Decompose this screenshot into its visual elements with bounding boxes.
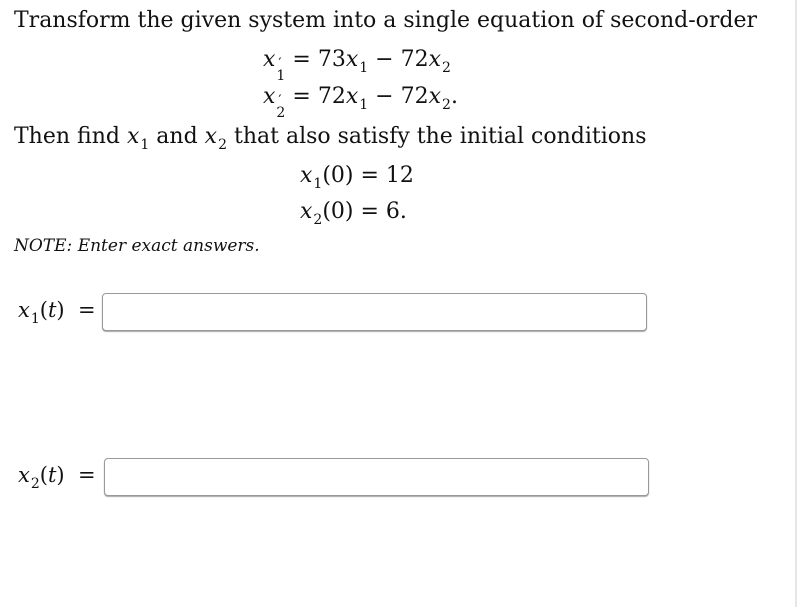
x1-answer-label: $x_1(t)$ = [18, 298, 96, 327]
problem-intro: Transform the given system into a single equation of second-order [14, 8, 758, 33]
x2-answer-label: $x_2(t)$ = [18, 463, 96, 492]
system-equation-2: x ′ 2 = $72x_1 - 72x_2$. [263, 84, 458, 121]
note-text: NOTE: Enter exact answers. [14, 236, 260, 256]
system-equation-1: x ′ 1 = $73x_1 - 72x_2$ [263, 47, 451, 84]
x1-answer-input[interactable] [102, 293, 647, 331]
x2-answer-input[interactable] [104, 458, 649, 496]
initial-condition-2: $x_2(0) = 6$. [300, 199, 407, 228]
equation-2-rhs: = $72x_1 - 72x_2$. [292, 84, 458, 113]
problem-then-text: Then find $x_1$ and $x_2$ that also satisfy the initial conditions [14, 124, 647, 153]
initial-condition-1: $x_1(0) = 12$ [300, 163, 414, 192]
equation-1-rhs: = $73x_1 - 72x_2$ [292, 47, 451, 76]
